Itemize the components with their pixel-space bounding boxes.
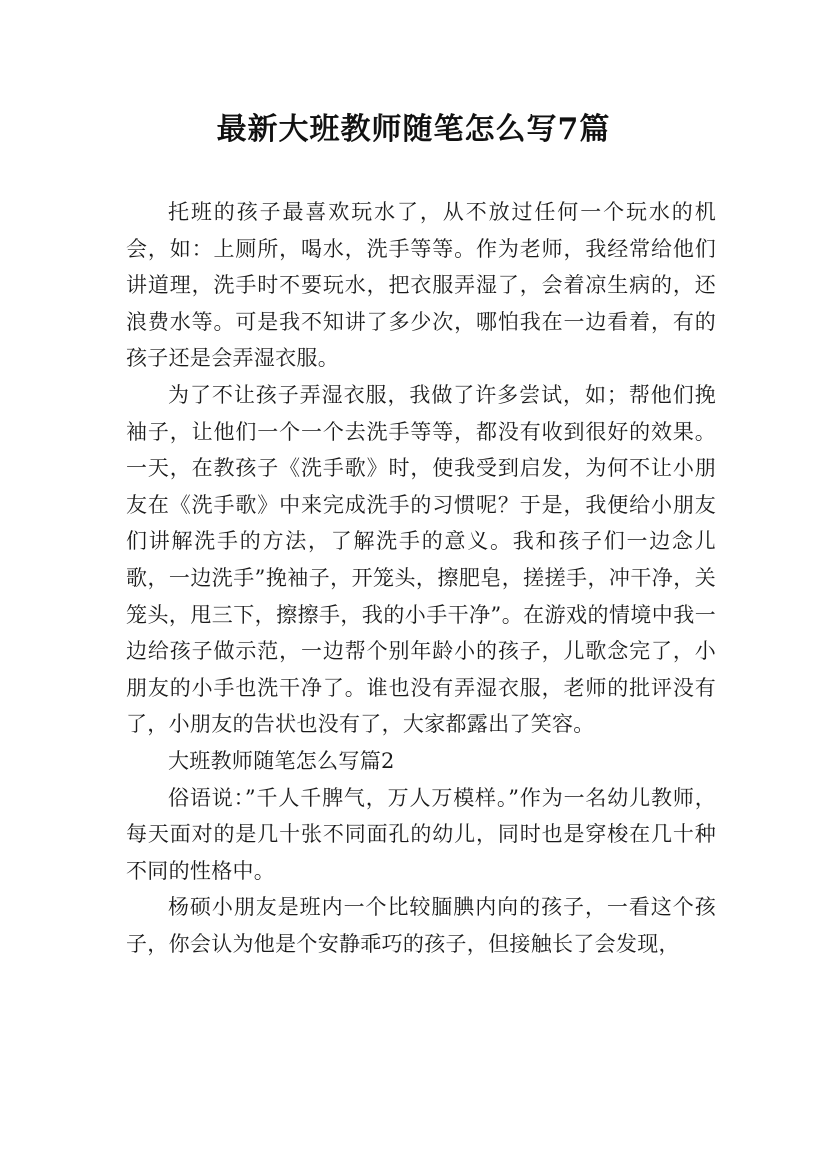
document-title: 最新大班教师随笔怎么写7篇	[216, 112, 611, 147]
section-2-paragraph-1: 俗语说：”千人千脾气，万人万模样。”作为一名幼儿教师，每天面对的是几十张不同面孔的幼儿，同时也是穿梭在几十种不同的性格中。	[126, 785, 716, 883]
section-2-heading: 大班教师随笔怎么写篇2	[168, 748, 395, 773]
document-body	[126, 194, 716, 962]
paragraph-1: 托班的孩子最喜欢玩水了，从不放过任何一个玩水的机会，如：上厕所，喝水，洗手等等。作为老师，我经常给他们讲道理，洗手时不要玩水，把衣服弄湿了，会着凉生病的，还浪费水等。可是我不知讲了多少次，哪怕我在一边看着，有的孩子还是会弄湿衣服。	[126, 200, 716, 371]
paragraph-2: 为了不让孩子弄湿衣服，我做了许多尝试，如；帮他们挽袖子，让他们一个一个去洗手等等，都没有收到很好的效果。一天，在教孩子《洗手歌》时，使我受到启发，为何不让小朋友在《洗手歌》中来完成洗手的习惯呢？于是，我便给小朋友们讲解洗手的方法，了解洗手的意义。我和孩子们一边念儿歌，一边洗手”挽袖子，开笼头，擦肥皂，搓搓手，冲干净，关笼头，甩三下，擦擦手，我的小手干净”。在游戏的情境中我一边给孩子做示范，一边帮个别年龄小的孩子，儿歌念完了，小朋友的小手也洗干净了。谁也没有弄湿衣服，老师的批评没有了，小朋友的告状也没有了，大家都露出了笑容。	[126, 382, 716, 737]
section-2-paragraph-2: 杨硕小朋友是班内一个比较腼腆内向的孩子，一看这个孩子，你会认为他是个安静乖巧的孩子，但接触长了会发现，	[126, 895, 716, 956]
